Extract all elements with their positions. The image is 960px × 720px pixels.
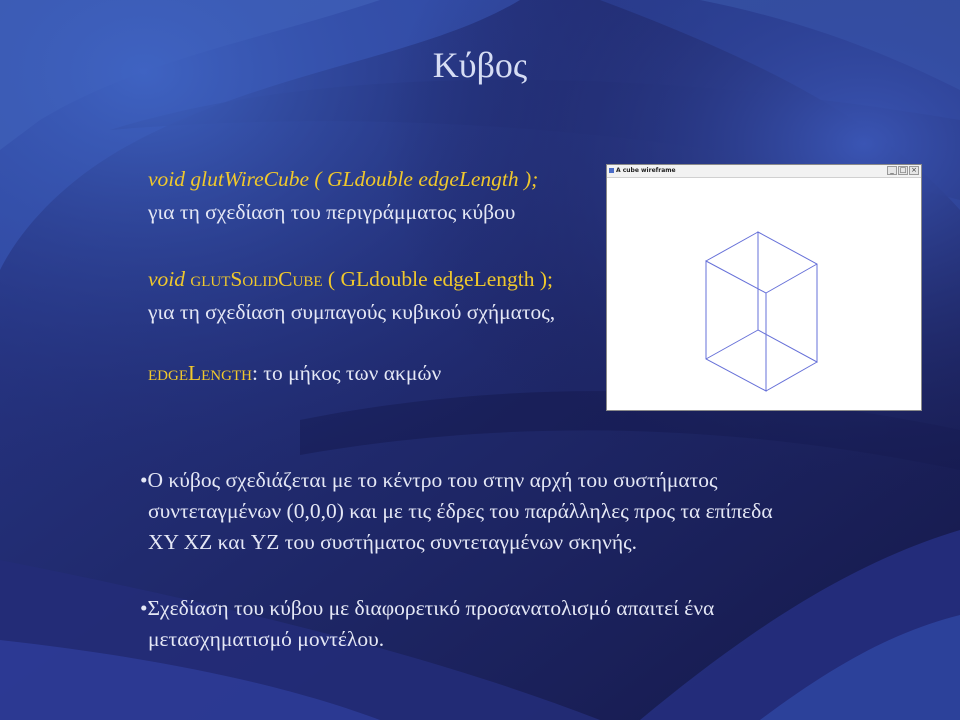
solid-cube-function: glutSolidCube [190, 267, 323, 291]
solid-cube-keyword: void [148, 267, 186, 291]
bullet-icon: • [140, 468, 148, 492]
param-description: : το μήκος των ακμών [251, 361, 442, 385]
cube-edge [706, 330, 758, 359]
bullet-2-line-1: •Σχεδίαση του κύβου με διαφορετικό προσανατολισμό απαιτεί ένα [140, 596, 715, 620]
param-line [148, 360, 441, 387]
cube-edge [706, 232, 758, 261]
cube-wireframe-window [606, 164, 922, 411]
cube-edge [766, 362, 817, 391]
solid-cube-signature [148, 266, 553, 293]
bullet-1-line-2: συντεταγμένων (0,0,0) και με τις έδρες του παράλληλες προς τα επίπεδα [148, 499, 773, 523]
wire-cube-signature [148, 166, 538, 193]
cube-front-face [706, 261, 766, 391]
close-icon: × [909, 166, 919, 175]
solid-cube-args: ( GLdouble edgeLength ); [327, 267, 553, 291]
slide-title: Κύβος [432, 45, 528, 85]
wire-cube-function: glutWireCube [190, 167, 310, 191]
window-app-icon [609, 168, 614, 173]
bullet-1-line-3: XY XZ και YZ του συστήματος συντεταγμένων σκηνής. [148, 530, 638, 554]
wire-cube-keyword: void [148, 167, 186, 191]
cube-back-face [758, 232, 817, 362]
minimize-icon: _ [887, 166, 897, 175]
param-name: edgeLength [148, 361, 252, 385]
bullet-1-line-1: •Ο κύβος σχεδιάζεται με το κέντρο του στην αρχή του συστήματος [140, 468, 718, 492]
solid-cube-description: για τη σχεδίαση συμπαγούς κυβικού σχήματος, [148, 300, 556, 324]
bullet-icon: • [140, 596, 148, 620]
maximize-icon: □ [899, 166, 907, 174]
wire-cube-description: για τη σχεδίαση του περιγράμματος κύβου [148, 200, 516, 224]
bullet-2-line-2: μετασχηματισμό μοντέλου. [148, 627, 385, 651]
window-title: A cube wireframe [616, 167, 676, 174]
cube-wireframe-drawing [607, 177, 921, 410]
wire-cube-args: ( GLdouble edgeLength ); [314, 167, 539, 191]
cube-edge [766, 264, 817, 293]
